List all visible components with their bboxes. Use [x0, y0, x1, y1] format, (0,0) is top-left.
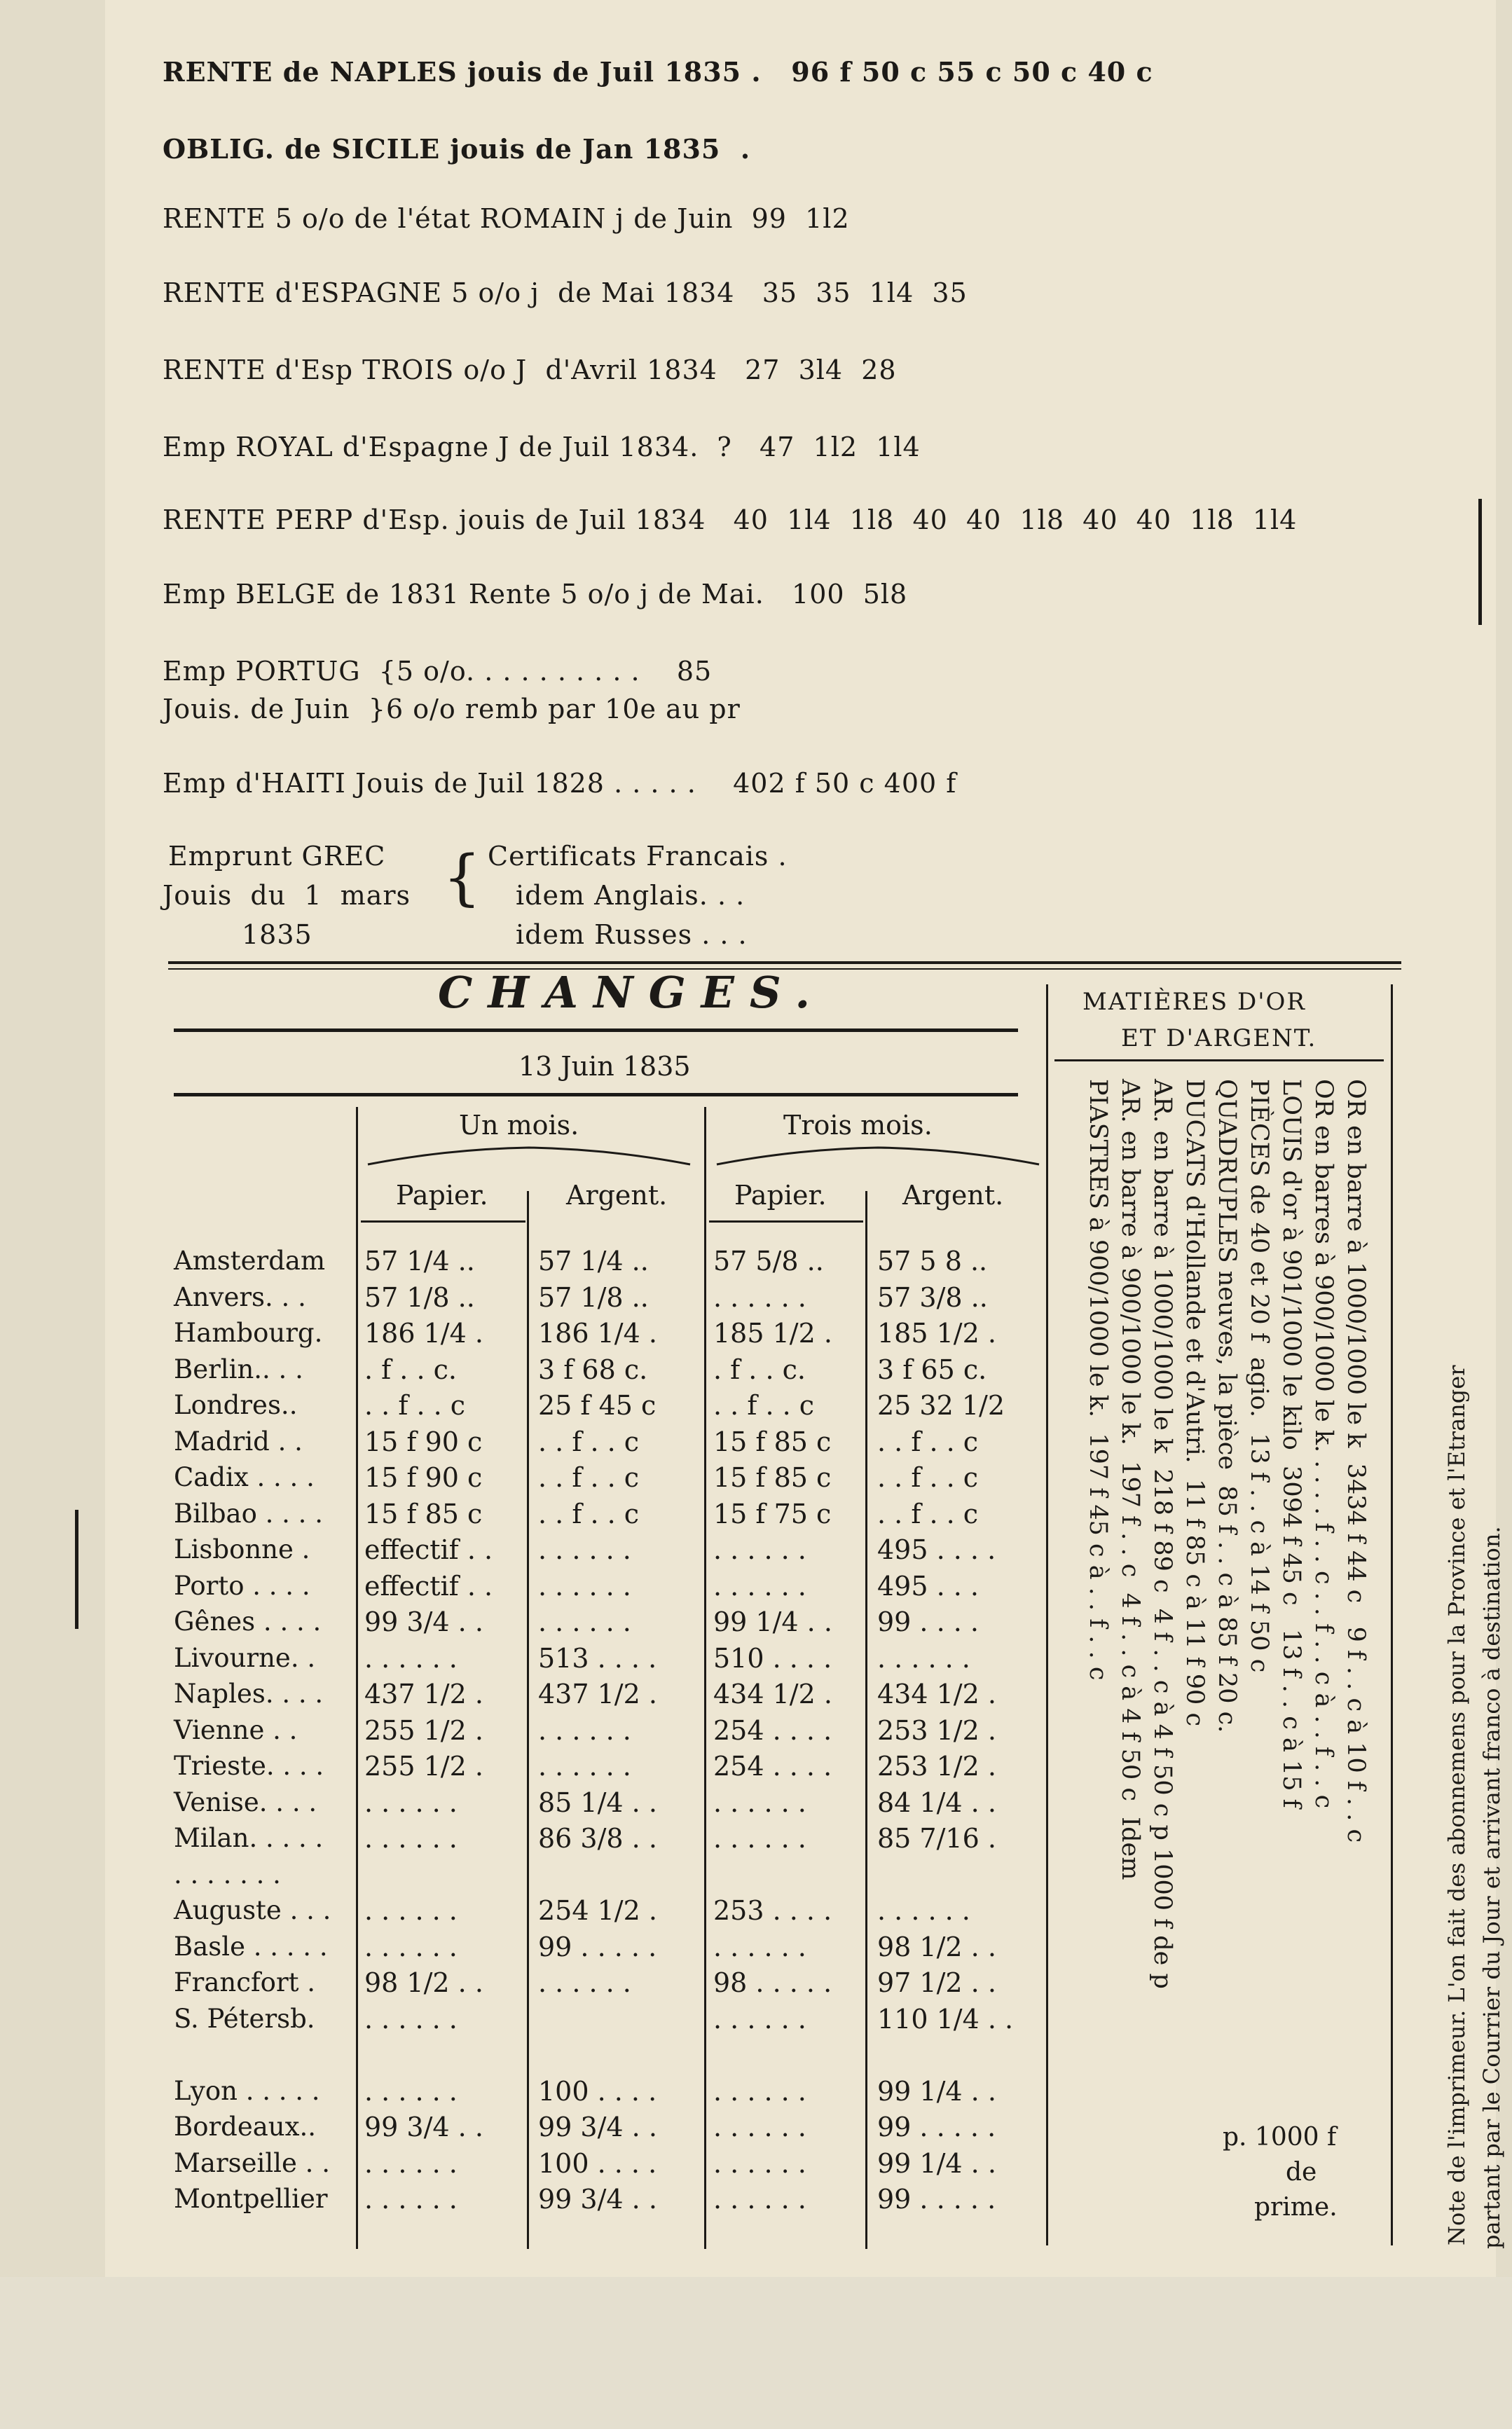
changes-cell: . . . . . .: [364, 2184, 458, 2215]
margin-bar-left: [75, 1510, 78, 1629]
changes-cell: 57 3/8 ..: [877, 1281, 988, 1313]
rente-line-5: RENTE d'Esp TROIS o/o J d'Avril 1834 27 3l4 28: [163, 355, 897, 385]
portugal-line-2: Jouis. de Juin }6 o/o remb par 10e au pr: [163, 694, 741, 724]
changes-city: Amsterdam: [174, 1246, 326, 1276]
changes-cell: . f . . c.: [364, 1354, 457, 1385]
changes-cell: 85 1/4 . .: [538, 1787, 657, 1818]
changes-cell: . . f . . c: [713, 1390, 815, 1421]
changes-cell: effectif . .: [364, 1570, 493, 1602]
col-divider-right: [1391, 984, 1393, 2245]
matieres-line: DUCATS d'Hollande et d'Autri. 11 f 85 c à 11 f 90 c: [1181, 1079, 1209, 1727]
changes-cell: 254 1/2 .: [538, 1895, 657, 1926]
changes-cell: 495 . . .: [877, 1570, 980, 1602]
changes-cell: 99 3/4 . .: [364, 1606, 483, 1637]
matieres-line: LOUIS d'or à 901/1000 le kilo 3094 f 45 c 13 f . . c à 15 f: [1277, 1079, 1305, 1808]
side-note-line-1: Note de l'imprimeur. L'on fait des abonnemens pour la Province et l'Etranger: [1443, 1365, 1470, 2245]
changes-cell: 57 1/4 ..: [364, 1246, 475, 1277]
changes-cell: 15 f 85 c: [713, 1426, 832, 1457]
header-trois-mois: Trois mois.: [783, 1110, 933, 1141]
changes-city: Trieste. . . .: [174, 1751, 324, 1781]
matieres-line: OR en barre à 1000/1000 le k 3434 f 44 c 9 f . . c à 10 f . . c: [1342, 1079, 1370, 1843]
changes-cell: . . . . . .: [713, 1534, 806, 1565]
header-papier-1: Papier.: [396, 1180, 488, 1211]
changes-cell: 253 1/2 .: [877, 1714, 996, 1746]
changes-city: Lisbonne .: [174, 1534, 310, 1564]
changes-cell: 3 f 65 c.: [877, 1354, 987, 1385]
date-rule: [174, 1093, 1018, 1096]
changes-cell: . . f . . c: [877, 1498, 979, 1529]
rente-line-8: Emp BELGE de 1831 Rente 5 o/o j de Mai. 100 5l8: [163, 579, 908, 610]
changes-city: Cadix . . . .: [174, 1462, 315, 1492]
changes-cell: 25 32 1/2: [877, 1390, 1005, 1421]
changes-city: Basle . . . . .: [174, 1931, 328, 1962]
changes-cell: 99 . . . . .: [877, 2112, 996, 2142]
changes-cell: . . . . . .: [364, 1787, 458, 1818]
changes-city: Venise. . . .: [174, 1787, 317, 1817]
changes-cell: 57 5/8 ..: [713, 1246, 824, 1277]
changes-cell: 99 1/4 . .: [713, 1606, 832, 1637]
changes-cell: 15 f 85 c: [364, 1498, 483, 1529]
rente-line-1: RENTE de NAPLES jouis de Juil 1835 . 96 f 50 c 55 c 50 c 40 c: [163, 56, 1153, 88]
changes-cell: 253 1/2 .: [877, 1751, 996, 1782]
changes-city: Bilbao . . . .: [174, 1498, 323, 1529]
grec-left-2: Jouis du 1 mars: [163, 880, 411, 911]
grec-right-1: Certificats Francais .: [488, 841, 788, 872]
header-argent-1: Argent.: [566, 1180, 668, 1211]
changes-cell: 15 f 90 c: [364, 1426, 483, 1457]
changes-cell: 186 1/4 .: [538, 1318, 657, 1349]
changes-cell: . . . . . .: [538, 1751, 631, 1782]
changes-cell: . . . . . .: [538, 1570, 631, 1602]
changes-cell: 434 1/2 .: [877, 1679, 996, 1709]
side-note-line-2: partant par le Courrier du Jour et arrivant franco à destination.: [1478, 1526, 1505, 2249]
changes-cell: 57 1/8 ..: [364, 1281, 475, 1313]
col-divider-matieres: [1046, 984, 1048, 2245]
changes-cell: 98 1/2 . .: [364, 1967, 483, 1998]
changes-cell: . . . . . .: [538, 1606, 631, 1637]
changes-city: Berlin.. . .: [174, 1354, 303, 1384]
changes-cell: 15 f 75 c: [713, 1498, 832, 1529]
changes-cell: 185 1/2 .: [713, 1318, 832, 1349]
changes-city: S. Pétersb.: [174, 2003, 315, 2034]
margin-bar-top: [1478, 499, 1482, 625]
changes-cell: 98 1/2 . .: [877, 1931, 996, 1962]
changes-city: Anvers. . .: [174, 1281, 306, 1312]
changes-city: Hambourg.: [174, 1318, 323, 1348]
changes-city: Vienne . .: [174, 1714, 298, 1745]
changes-cell: . . . . . .: [713, 2147, 806, 2179]
rente-line-4: RENTE d'ESPAGNE 5 o/o j de Mai 1834 35 35 1l4 35: [163, 277, 968, 308]
matieres-title-2: ET D'ARGENT.: [1121, 1024, 1317, 1052]
changes-city: Francfort .: [174, 1967, 316, 1997]
changes-cell: . . f . . c: [364, 1390, 466, 1421]
rente-line-7: RENTE PERP d'Esp. jouis de Juil 1834 40 1l4 1l8 40 40 1l8 40 40 1l8 1l4: [163, 504, 1298, 535]
changes-cell: . . . . . .: [538, 1967, 631, 1998]
changes-cell: 185 1/2 .: [877, 1318, 996, 1349]
changes-cell: 86 3/8 . .: [538, 1823, 657, 1854]
prime-line-3: prime.: [1254, 2193, 1338, 2222]
changes-cell: 15 f 85 c: [713, 1462, 832, 1493]
changes-cell: 186 1/4 .: [364, 1318, 483, 1349]
grec-brace: {: [443, 843, 481, 913]
changes-city: Lyon . . . . .: [174, 2075, 320, 2106]
changes-cell: 513 . . . .: [538, 1642, 657, 1674]
changes-city: Livourne. .: [174, 1642, 316, 1673]
matieres-title-1: MATIÈRES D'OR: [1083, 988, 1307, 1016]
changes-cell: . . f . . c: [538, 1498, 640, 1529]
changes-city: Naples. . . .: [174, 1679, 324, 1709]
changes-city: Gênes . . . .: [174, 1606, 322, 1637]
section-rule: [168, 961, 1401, 964]
changes-cell: 84 1/4 . .: [877, 1787, 996, 1818]
changes-cell: . . f . . c: [538, 1462, 640, 1493]
changes-cell: 99 3/4 . .: [364, 2112, 483, 2142]
rente-line-3: RENTE 5 o/o de l'état ROMAIN j de Juin 99 1l2: [163, 203, 850, 234]
changes-cell: 57 1/8 ..: [538, 1281, 649, 1313]
grec-left-1: Emprunt GREC: [168, 841, 386, 872]
changes-city: Auguste . . .: [174, 1895, 331, 1925]
changes-cell: . . . . . .: [364, 1895, 458, 1926]
changes-city: Madrid . .: [174, 1426, 303, 1457]
changes-cell: 98 . . . . .: [713, 1967, 832, 1998]
matieres-line: OR en barres à 900/1000 le k. . . . . f . . c . . f . . c à . . f . . c: [1310, 1079, 1338, 1809]
matieres-line: PIASTRES à 900/1000 le k. 197 f 45 c à . . f . . c: [1084, 1079, 1112, 1681]
changes-cell: . . . . . .: [713, 1570, 806, 1602]
changes-cell: . . . . . .: [538, 1534, 631, 1565]
changes-city: Londres..: [174, 1390, 298, 1420]
prime-line-2: de: [1286, 2158, 1317, 2187]
background-below-page: [0, 2277, 1512, 2429]
changes-cell: . . f . . c: [877, 1426, 979, 1457]
changes-cell: 99 3/4 . .: [538, 2112, 657, 2142]
changes-city: Porto . . . .: [174, 1570, 310, 1601]
changes-cell: . . . . . .: [713, 2112, 806, 2142]
changes-cell: 253 . . . .: [713, 1895, 832, 1926]
changes-cell: 99 . . . . .: [538, 1931, 657, 1962]
changes-cell: 99 3/4 . .: [538, 2184, 657, 2215]
col-divider-1: [356, 1107, 358, 2249]
header-un-mois: Un mois.: [459, 1110, 579, 1141]
col-divider-3: [865, 1191, 867, 2249]
changes-cell: 57 5 8 ..: [877, 1246, 988, 1277]
changes-cell: . . . . . .: [364, 2075, 458, 2107]
changes-cell: . . . . . .: [877, 1642, 970, 1674]
header-argent-2: Argent.: [902, 1180, 1004, 1211]
brace-trois-mois: [713, 1142, 1043, 1170]
header-rule-2: [709, 1220, 863, 1223]
changes-cell: 510 . . . .: [713, 1642, 832, 1674]
changes-cell: 3 f 68 c.: [538, 1354, 648, 1385]
changes-cell: 255 1/2 .: [364, 1714, 483, 1746]
changes-cell: 437 1/2 .: [364, 1679, 483, 1709]
brace-un-mois: [364, 1142, 694, 1170]
changes-cell: 99 1/4 . .: [877, 2075, 996, 2107]
rente-line-6: Emp ROYAL d'Espagne J de Juil 1834. ? 47 1l2 1l4: [163, 432, 921, 462]
col-divider-4: [527, 1191, 529, 2249]
changes-cell: 15 f 90 c: [364, 1462, 483, 1493]
matieres-line: QUADRUPLES neuves, la pièce 85 f . . c à 85 f 20 c.: [1213, 1079, 1241, 1733]
changes-city: . . . . . . .: [174, 1859, 281, 1890]
changes-cell: . . . . . .: [713, 2184, 806, 2215]
changes-cell: 437 1/2 .: [538, 1679, 657, 1709]
changes-title: CHANGES.: [438, 967, 826, 1018]
changes-city: Marseille . .: [174, 2147, 330, 2178]
changes-cell: 99 . . . . .: [877, 2184, 996, 2215]
changes-cell: effectif . .: [364, 1534, 493, 1565]
grec-right-3: idem Russes . . .: [516, 919, 748, 950]
prime-line-1: p. 1000 f: [1223, 2123, 1337, 2152]
changes-cell: . . . . . .: [364, 2147, 458, 2179]
changes-date: 13 Juin 1835: [518, 1051, 691, 1082]
changes-cell: . . . . . .: [713, 2075, 806, 2107]
changes-cell: . . . . . .: [713, 1281, 806, 1313]
changes-cell: 100 . . . .: [538, 2147, 657, 2179]
grec-right-2: idem Anglais. . .: [516, 880, 745, 911]
matieres-line: AR. en barre à 1000/1000 le k 218 f 89 c 4 f . . c à 4 f 50 c p 1000 f de p: [1148, 1079, 1176, 1989]
changes-city: Milan. . . . .: [174, 1823, 324, 1853]
changes-cell: . . . . . .: [877, 1895, 970, 1926]
col-divider-2: [704, 1107, 706, 2249]
changes-cell: . . f . . c: [538, 1426, 640, 1457]
changes-cell: 255 1/2 .: [364, 1751, 483, 1782]
changes-cell: 25 f 45 c: [538, 1390, 657, 1421]
matieres-rule: [1054, 1059, 1384, 1061]
changes-cell: 254 . . . .: [713, 1714, 832, 1746]
changes-cell: 110 1/4 . .: [877, 2003, 1014, 2035]
changes-cell: 85 7/16 .: [877, 1823, 996, 1854]
changes-cell: . . . . . .: [713, 2003, 806, 2035]
changes-cell: 99 . . . .: [877, 1606, 979, 1637]
changes-city: Bordeaux..: [174, 2112, 317, 2142]
changes-cell: . . . . . .: [364, 1931, 458, 1962]
changes-cell: . . . . . .: [713, 1787, 806, 1818]
matieres-line: AR. en barre à 900/1000 le k. 197 f . . c 4 f . . c à 4 f 50 c Idem: [1116, 1079, 1144, 1880]
changes-cell: . . . . . .: [538, 1714, 631, 1746]
changes-cell: 434 1/2 .: [713, 1679, 832, 1709]
changes-cell: . . . . . .: [713, 1823, 806, 1854]
changes-cell: . f . . c.: [713, 1354, 806, 1385]
changes-cell: 99 1/4 . .: [877, 2147, 996, 2179]
changes-city: Montpellier: [174, 2184, 328, 2214]
header-papier-2: Papier.: [734, 1180, 827, 1211]
changes-title-rule: [174, 1028, 1018, 1032]
changes-cell: . . . . . .: [364, 1642, 458, 1674]
changes-cell: . . . . . .: [364, 2003, 458, 2035]
header-rule-1: [361, 1220, 525, 1223]
changes-cell: 97 1/2 . .: [877, 1967, 996, 1998]
changes-cell: 495 . . . .: [877, 1534, 996, 1565]
changes-cell: . . . . . .: [713, 1931, 806, 1962]
changes-cell: 100 . . . .: [538, 2075, 657, 2107]
portugal-line-1: Emp PORTUG {5 o/o. . . . . . . . . . 85: [163, 656, 713, 687]
haiti-line: Emp d'HAITI Jouis de Juil 1828 . . . . . 402 f 50 c 400 f: [163, 768, 957, 799]
changes-cell: . . . . . .: [364, 1823, 458, 1854]
changes-cell: 57 1/4 ..: [538, 1246, 649, 1277]
changes-cell: . . f . . c: [877, 1462, 979, 1493]
rente-line-2: OBLIG. de SICILE jouis de Jan 1835 .: [163, 133, 751, 165]
changes-cell: 254 . . . .: [713, 1751, 832, 1782]
matieres-line: PIÈCES de 40 et 20 f agio. 13 f . . c à 14 f 50 c: [1245, 1079, 1273, 1673]
grec-left-3: 1835: [242, 919, 312, 950]
